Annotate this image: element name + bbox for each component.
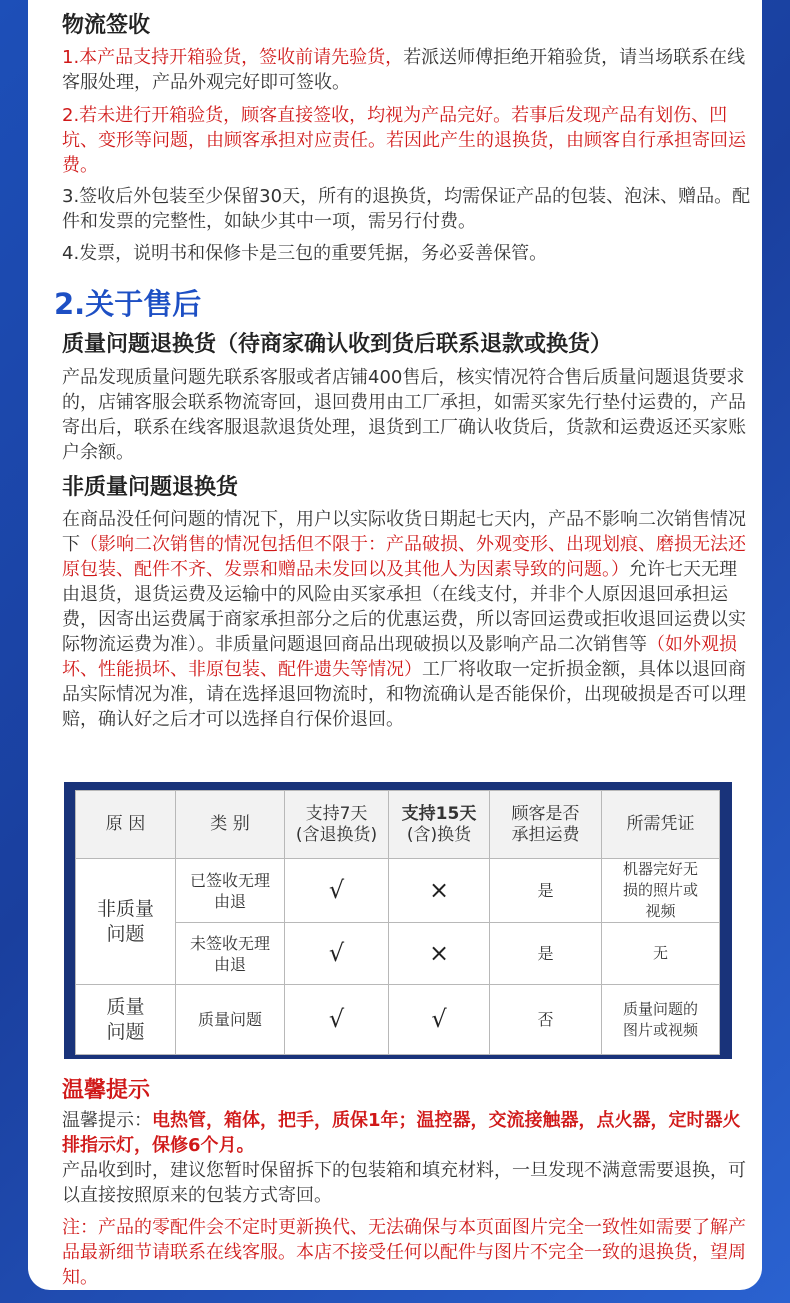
reason-nonquality-text: 非质量问题	[96, 897, 154, 945]
header-7-day	[285, 791, 389, 859]
d15-cell: √	[389, 985, 490, 1055]
logistics-item-1-red: 1.本产品支持开箱验货，签收前请先验货，	[62, 47, 404, 68]
quality-return-text: 产品发现质量问题先联系客服或者店铺400售后，核实情况符合售后质量问题退货要求的，店铺客服会联系物流寄回，退回费用由工厂承担，如需买家先行垫付运费的，产品寄出后，联系在线客服退款退货处理，退货到工厂确认收货后，货款和运费返还买家账户余额。	[62, 367, 746, 463]
fee-cell: 是	[490, 859, 602, 923]
fee-cell: 是	[490, 923, 602, 985]
header-fee-line2: 承担运费	[511, 824, 580, 845]
reason-nonquality	[76, 859, 176, 985]
tips-label: 温馨提示：	[62, 1110, 152, 1131]
nonquality-text-part-3: 允许七天无理由退货，退货运费及运输中的风险由买家承担（在线支付，并非个人原因退回承担运费，因寄出运费属于商家承担部分之后的优惠运费，所以寄回运费或拒收退回运费以实际物流运费为准）。非质量问题退回商品出现破损以及影响产品二次销售等	[62, 559, 746, 655]
d7-cell: √	[285, 859, 389, 923]
category-text: 未签收无理由退	[190, 933, 271, 974]
header-shipping-fee	[490, 791, 602, 859]
logistics-item-2: 2.若未进行开箱验货，顾客直接签收，均视为产品完好。若事后发现产品有划伤、凹坑、变形等问题，由顾客承担对应责任。若因此产生的退换货，由顾客自行承担寄回运费。	[62, 105, 746, 176]
proof-cell	[602, 859, 720, 923]
return-policy-table-frame	[64, 782, 732, 1059]
return-policy-table	[75, 790, 720, 1055]
table-row	[76, 859, 720, 923]
header-reason: 原 因	[76, 791, 176, 859]
tips-note: 注：产品的零配件会不定时更新换代、无法确保与本页面图片完全一致性如需要了解产品最新细节请联系在线客服。本店不接受任何以配件与图片不完全一致的退换货，望周知。	[62, 1217, 746, 1288]
category-cell	[176, 859, 285, 923]
nonquality-return-text	[62, 507, 752, 732]
d7-cell: √	[285, 923, 389, 985]
header-7-day-line2: (含退换货)	[295, 824, 378, 845]
logistics-item-3: 3.签收后外包装至少保留30天，所有的退换货，均需保证产品的包装、泡沫、赠品。配件和发票的完整性，如缺少其中一项，需另行付费。	[62, 186, 751, 232]
nonquality-text-part-5: 工厂将收取一定折损金额，具体以退回商品实际情况为准，请在选择退回物流时，和物流确认是否能保价，出现破损是否可以理赔，确认好之后才可以选择自行保价退回。	[62, 659, 746, 730]
table-row	[76, 985, 720, 1055]
quality-return-title: 质量问题退换货（待商家确认收到货后联系退款或换货）	[62, 332, 613, 357]
category-cell: 质量问题	[176, 985, 285, 1055]
header-proof: 所需凭证	[602, 791, 720, 859]
logistics-title: 物流签收	[62, 13, 151, 38]
table-header-row	[76, 791, 720, 859]
tips-warranty	[62, 1108, 752, 1158]
tips-title: 温馨提示	[62, 1078, 151, 1103]
nonquality-text-part-1: 在商品没任何问题的情况下，用户以实际收货日期起七天内，产品不影响二次销售情况下	[62, 509, 746, 555]
reason-quality	[76, 985, 176, 1055]
proof-text: 机器完好无损的照片或视频	[622, 860, 698, 920]
nonquality-text-part-4: （如外观损坏、性能损坏、非原包装、配件遗失等情况）	[62, 634, 737, 680]
category-text: 已签收无理由退	[190, 870, 271, 911]
logistics-item-1-rest: 若派送师傅拒绝开箱验货，请当场联系在线客服处理，产品外观完好即可签收。	[62, 47, 746, 93]
tips-packaging: 产品收到时，建议您暂时保留拆下的包装箱和填充材料，一旦发现不满意需要退换，可以直接按照原来的包装方式寄回。	[62, 1160, 746, 1206]
tips-warranty-text: 电热管，箱体，把手，质保1年；温控器，交流接触器，点火器，定时器火排指示灯，保修6个月。	[62, 1110, 741, 1156]
header-15-day-line1: 支持15天	[401, 803, 477, 824]
d15-cell: ×	[389, 859, 490, 923]
header-category: 类 别	[176, 791, 285, 859]
header-15-day	[389, 791, 490, 859]
reason-quality-text: 质量问题	[106, 995, 145, 1043]
fee-cell: 否	[490, 985, 602, 1055]
header-fee-line1: 顾客是否	[511, 803, 580, 824]
logistics-item-1	[62, 45, 752, 95]
proof-text: 质量问题的图片或视频	[622, 999, 698, 1039]
d7-cell: √	[285, 985, 389, 1055]
header-15-day-line2: (含)换货	[406, 824, 472, 845]
proof-cell: 无	[602, 923, 720, 985]
proof-cell	[602, 985, 720, 1055]
d15-cell: ×	[389, 923, 490, 985]
nonquality-text-part-2: （影响二次销售的情况包括但不限于：产品破损、外观变形、出现划痕、磨损无法还原包装、配件不齐、发票和赠品未发回以及其他人为因素导致的问题。）	[62, 534, 746, 580]
header-7-day-line1: 支持7天	[305, 803, 368, 824]
content-card	[28, 0, 762, 1290]
nonquality-return-title: 非质量问题退换货	[62, 475, 239, 500]
aftersale-title: 2.关于售后	[54, 287, 202, 321]
logistics-item-4: 4.发票，说明书和保修卡是三包的重要凭据，务必妥善保管。	[62, 243, 548, 264]
category-cell	[176, 923, 285, 985]
